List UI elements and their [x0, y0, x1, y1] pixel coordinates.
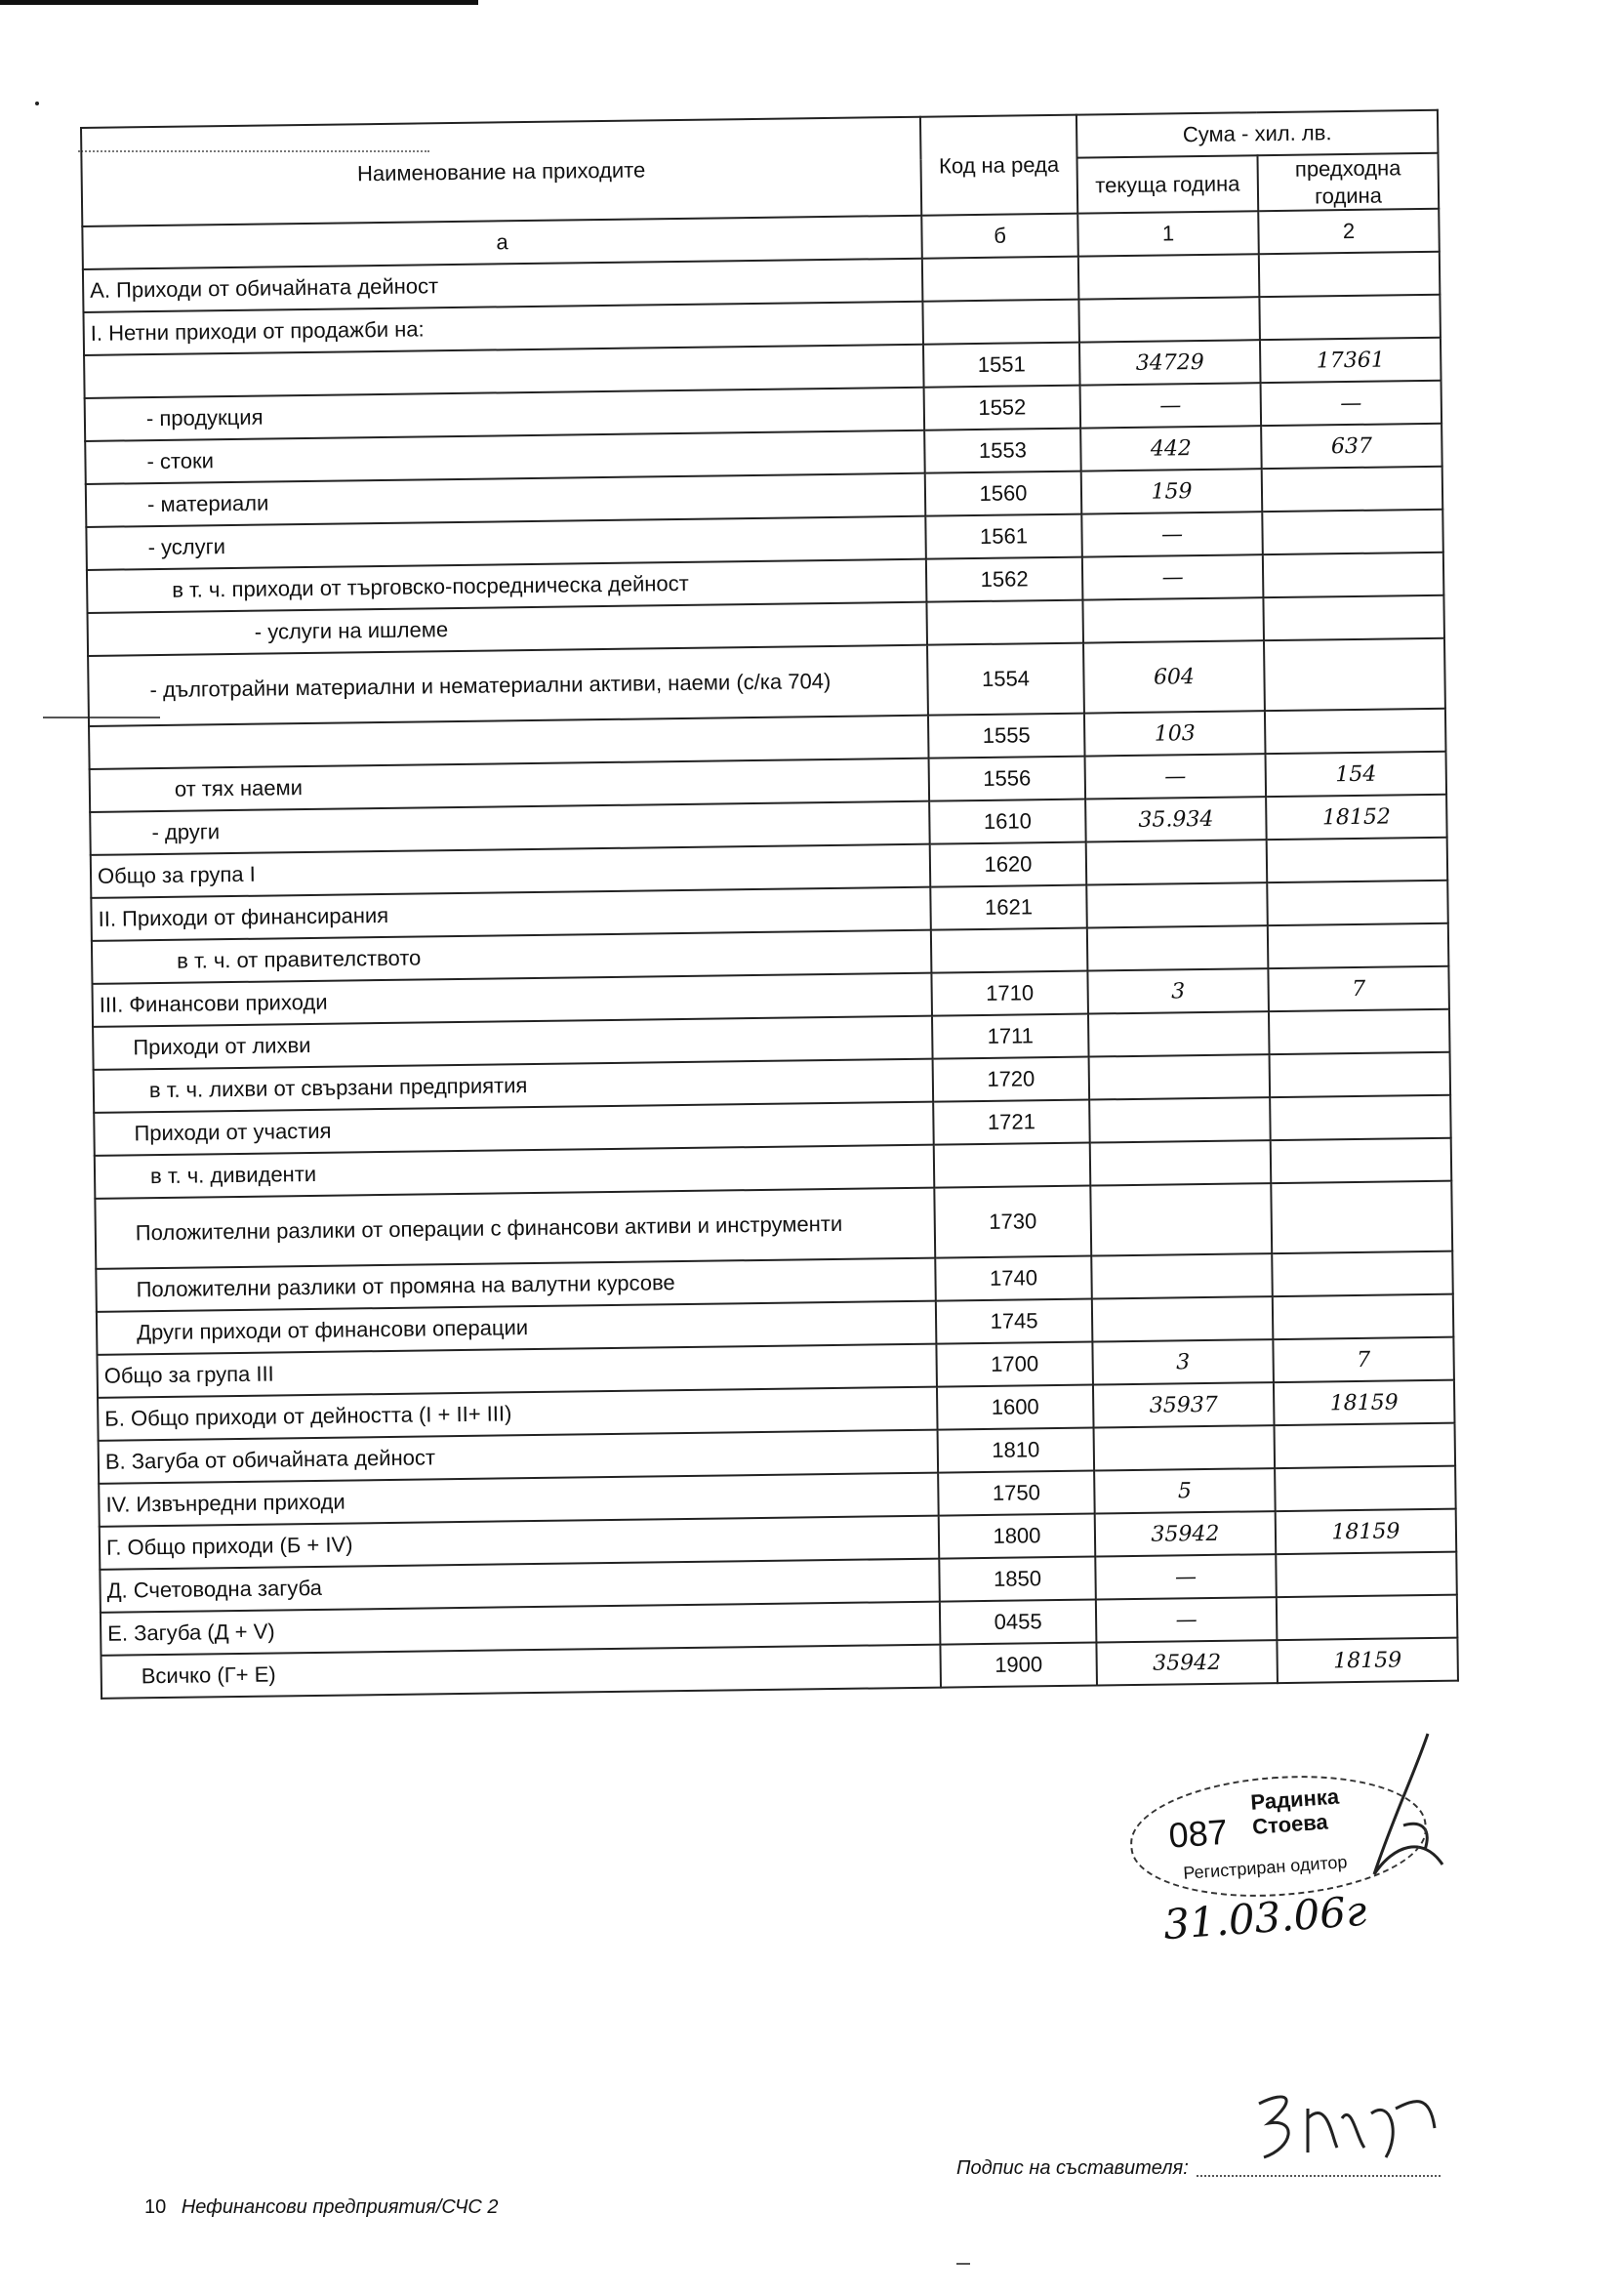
row-name: Други приходи от финансови операции — [97, 1301, 937, 1355]
row-name: Всичко (Г+ Е) — [101, 1645, 941, 1699]
row-code — [934, 1143, 1091, 1188]
row-current-year — [1092, 1296, 1274, 1341]
row-name: - стоки — [85, 430, 925, 484]
bottom-dash — [956, 2263, 970, 2265]
row-previous-year — [1259, 252, 1441, 297]
row-name: Общо за група I — [91, 844, 931, 898]
scan-speck — [35, 102, 39, 105]
column-index: 1 — [1077, 211, 1259, 256]
row-previous-year: 18152 — [1266, 795, 1447, 840]
row-previous-year — [1273, 1294, 1454, 1339]
row-code: 1562 — [926, 557, 1083, 602]
row-current-year: 35.934 — [1085, 797, 1267, 841]
row-code: 1700 — [936, 1342, 1093, 1387]
stamp-name: Радинка Стоева — [1249, 1784, 1340, 1840]
row-name: - услуги на ишлеме — [88, 602, 928, 656]
row-code: 0455 — [940, 1600, 1097, 1645]
row-previous-year: 154 — [1266, 752, 1447, 797]
page-number: 10 — [144, 2196, 167, 2218]
row-name: Д. Счетоводна загуба — [100, 1559, 940, 1613]
row-current-year: — — [1082, 554, 1264, 599]
row-code: 1710 — [931, 971, 1088, 1016]
row-code — [926, 600, 1083, 645]
row-name: Е. Загуба (Д + V) — [101, 1602, 941, 1656]
stamp-number: 087 — [1167, 1811, 1230, 1856]
row-current-year: 3 — [1092, 1339, 1274, 1384]
row-previous-year — [1270, 1095, 1451, 1140]
row-code: 1553 — [924, 429, 1081, 473]
row-current-year — [1078, 254, 1260, 299]
row-previous-year — [1270, 1052, 1451, 1097]
row-name: А. Приходи от обичайната дейност — [83, 259, 923, 312]
row-name: IV. Извънредни приходи — [99, 1473, 939, 1527]
row-code: 1745 — [936, 1299, 1093, 1344]
income-table-sheet — [80, 109, 1459, 1728]
row-name: - продукция — [85, 388, 925, 441]
row-current-year — [1089, 1097, 1271, 1142]
row-code — [931, 928, 1088, 973]
row-name: - дълготрайни материални и нематериални активи, наеми (с/ка 704) — [88, 645, 928, 726]
row-current-year: 35942 — [1095, 1511, 1277, 1556]
row-code — [922, 257, 1079, 302]
row-previous-year — [1272, 1251, 1453, 1296]
row-current-year: 34729 — [1079, 340, 1261, 385]
header-code-column: Код на реда — [920, 115, 1077, 216]
row-code: 1720 — [933, 1057, 1090, 1102]
row-name: Приходи от участия — [94, 1102, 934, 1156]
footer-text: Нефинансови предприятия/СЧС 2 — [181, 2196, 499, 2218]
row-name: Приходи от лихви — [93, 1016, 933, 1070]
row-previous-year — [1271, 1138, 1452, 1183]
row-code: 1552 — [924, 386, 1081, 430]
row-previous-year — [1263, 553, 1444, 597]
column-index: а — [82, 216, 922, 269]
row-code: 1554 — [927, 643, 1084, 716]
row-current-year — [1088, 1011, 1270, 1056]
row-code: 1561 — [925, 514, 1082, 559]
row-code: 1600 — [937, 1385, 1094, 1430]
row-previous-year — [1268, 923, 1449, 968]
income-table — [80, 109, 1459, 1700]
row-previous-year — [1275, 1466, 1456, 1511]
row-current-year: — — [1095, 1554, 1277, 1599]
row-current-year: 442 — [1080, 426, 1262, 471]
row-name: от тях наеми — [90, 758, 930, 812]
row-code: 1610 — [929, 800, 1086, 844]
row-name: - други — [90, 801, 930, 855]
row-current-year — [1090, 1183, 1272, 1255]
row-current-year — [1091, 1253, 1273, 1298]
row-code: 1551 — [923, 343, 1080, 388]
row-current-year: — — [1096, 1597, 1278, 1642]
header-sum-group: Сума - хил. лв. — [1076, 110, 1439, 158]
row-name: в т. ч. приходи от търговско-посредническа дейност — [87, 559, 927, 613]
row-code: 1621 — [930, 885, 1087, 930]
row-previous-year — [1271, 1181, 1452, 1253]
row-code: 1730 — [934, 1186, 1091, 1258]
row-current-year — [1078, 297, 1260, 342]
signature-dotted-line — [1197, 2175, 1441, 2177]
row-code: 1750 — [938, 1471, 1095, 1516]
row-name: I. Нетни приходи от продажби на: — [83, 302, 923, 355]
row-name: III. Финансови приходи — [92, 973, 932, 1027]
row-code: 1800 — [939, 1514, 1096, 1559]
row-current-year: 159 — [1081, 469, 1263, 513]
row-current-year — [1094, 1425, 1276, 1470]
row-name: в т. ч. лихви от свързани предприятия — [94, 1059, 934, 1113]
row-previous-year: 7 — [1273, 1337, 1454, 1382]
row-name: II. Приходи от финансирания — [91, 887, 931, 941]
row-current-year: 604 — [1083, 640, 1265, 713]
row-current-year — [1086, 840, 1268, 884]
row-previous-year — [1277, 1595, 1458, 1640]
row-name: - услуги — [86, 516, 926, 570]
scan-border-line — [0, 0, 478, 5]
row-previous-year — [1267, 881, 1448, 925]
row-previous-year — [1276, 1552, 1457, 1597]
row-current-year: — — [1080, 383, 1262, 428]
row-name: Положителни разлики от промяна на валутни курсове — [96, 1258, 936, 1312]
table-body — [83, 252, 1458, 1699]
row-code: 1850 — [939, 1557, 1096, 1602]
row-code: 1555 — [928, 714, 1085, 758]
row-code: 1711 — [932, 1014, 1089, 1059]
row-code: 1556 — [929, 757, 1086, 801]
row-previous-year — [1275, 1423, 1456, 1468]
row-code: 1620 — [930, 842, 1087, 887]
row-current-year: — — [1081, 512, 1263, 556]
row-current-year: 103 — [1084, 711, 1266, 756]
row-previous-year — [1262, 510, 1443, 554]
row-code: 1740 — [935, 1256, 1092, 1301]
row-current-year — [1082, 597, 1264, 642]
column-index: 2 — [1258, 209, 1440, 254]
row-name: в т. ч. дивиденти — [95, 1145, 935, 1199]
row-current-year — [1087, 925, 1269, 970]
compiler-signature-label: Подпис на съставителя: — [956, 2157, 1189, 2179]
row-name: в т. ч. от правителството — [92, 930, 932, 984]
header-previous-year: предходна година — [1257, 153, 1439, 211]
header-name-column: Наименование на приходите — [81, 117, 921, 226]
row-name: - материали — [86, 473, 926, 527]
row-previous-year: 18159 — [1276, 1509, 1457, 1554]
row-previous-year: 7 — [1268, 966, 1449, 1011]
row-current-year: 5 — [1094, 1468, 1276, 1513]
header-current-year: текуща година — [1077, 155, 1259, 213]
row-current-year — [1090, 1140, 1272, 1185]
row-previous-year — [1269, 1009, 1450, 1054]
compiler-signature — [1249, 2079, 1444, 2167]
row-previous-year — [1262, 467, 1443, 512]
row-code: 1810 — [938, 1428, 1095, 1473]
column-index: б — [921, 214, 1078, 259]
row-name: Г. Общо приходи (Б + IV) — [100, 1516, 940, 1570]
row-name: В. Загуба от обичайната дейност — [99, 1430, 939, 1484]
stamp-date: 31.03.06г — [1161, 1886, 1368, 1949]
row-code: 1560 — [925, 472, 1082, 516]
page-footer — [144, 2196, 499, 2219]
row-code — [922, 300, 1079, 345]
row-current-year: — — [1085, 754, 1267, 799]
row-previous-year — [1264, 638, 1445, 711]
row-current-year: 35942 — [1096, 1640, 1278, 1685]
row-name: Общо за група III — [97, 1344, 937, 1398]
row-code: 1900 — [940, 1643, 1097, 1688]
row-previous-year: 18159 — [1277, 1638, 1458, 1683]
stamp-title: Регистриран одитор — [1182, 1852, 1349, 1883]
row-name: Положителни разлики от операции с финансови активи и инструменти — [95, 1188, 935, 1269]
row-current-year: 35937 — [1093, 1382, 1275, 1427]
row-code: 1721 — [933, 1100, 1090, 1145]
row-current-year — [1086, 882, 1268, 927]
row-current-year: 3 — [1087, 968, 1269, 1013]
row-previous-year — [1265, 709, 1446, 754]
row-previous-year: — — [1261, 381, 1442, 426]
row-previous-year — [1263, 595, 1444, 640]
row-previous-year: 17361 — [1260, 338, 1441, 383]
row-previous-year: 637 — [1261, 424, 1442, 469]
row-previous-year: 18159 — [1274, 1380, 1455, 1425]
row-name: Б. Общо приходи от дейността (I + II+ III) — [98, 1387, 938, 1441]
row-current-year — [1089, 1054, 1271, 1099]
row-previous-year — [1259, 295, 1441, 340]
row-previous-year — [1267, 838, 1448, 882]
